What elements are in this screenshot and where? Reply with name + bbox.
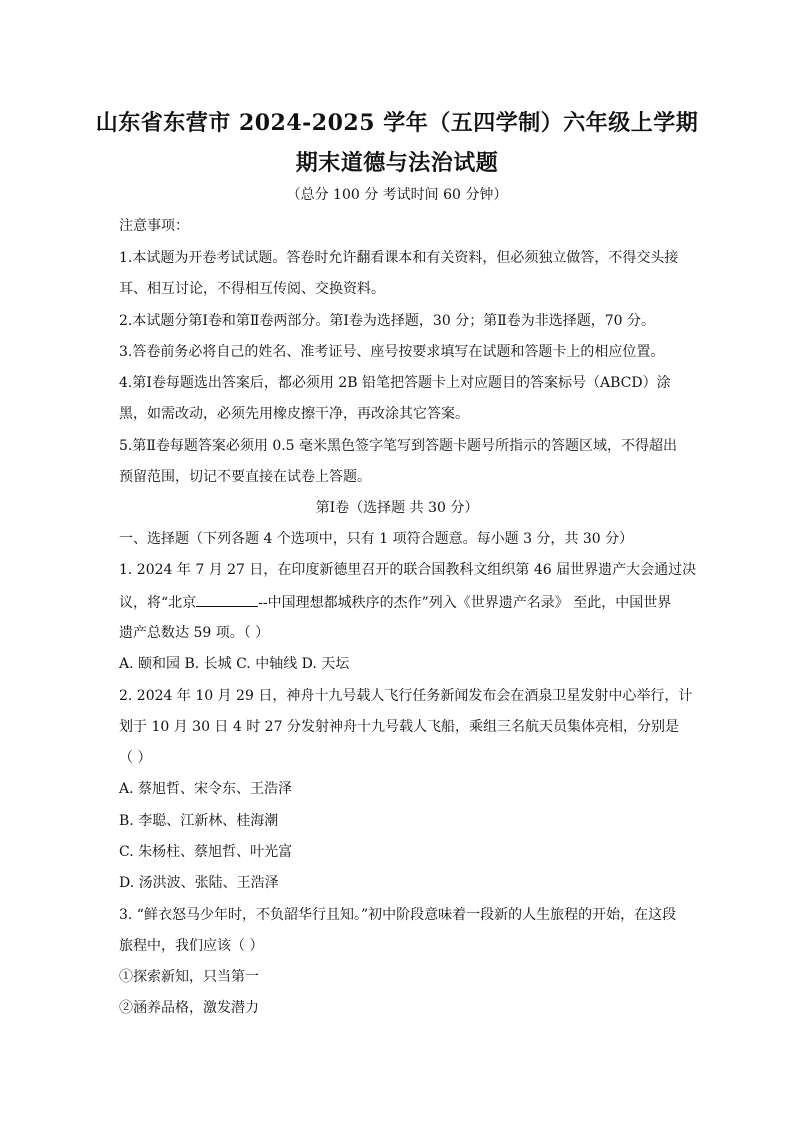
fill-in-blank: [196, 592, 258, 607]
question-1-line: [119, 592, 674, 613]
question-1-text: 议，将“北京: [119, 595, 197, 611]
question-1-text: --中国理想都城秩序的杰作”列入《世界遗产名录》 至此，中国世界: [258, 595, 672, 611]
question-3-line: 3. “鲜衣怒马少年时，不负韶华行且知。”初中阶段意味着一段新的人生旅程的开始，在这段: [119, 907, 677, 923]
notice-line: 黑，如需改动，必须先用橡皮擦干净，再改涂其它答案。: [119, 406, 469, 422]
question-1-line: 1. 2024 年 7 月 27 日，在印度新德里召开的联合国教科文组织第 46 届世界遗产大会通过决: [119, 562, 697, 578]
question-2-line: （ ）: [119, 750, 152, 766]
notice-line: 4.第Ⅰ卷每题选出答案后，都必须用 2B 铅笔把答题卡上对应题目的答案标号（ABCD）涂: [119, 375, 671, 391]
exam-title-line2: 期末道德与法治试题: [295, 150, 499, 176]
question-3-item: ①探索新知，只当第一: [119, 969, 259, 985]
question-1-options: A. 颐和园 B. 长城 C. 中轴线 D. 天坛: [119, 656, 350, 672]
question-2-option: A. 蔡旭哲、宋令东、王浩泽: [119, 781, 293, 797]
notice-line: 耳、相互讨论，不得相互传阅、交换资料。: [119, 281, 385, 297]
notice-line: 2.本试题分第Ⅰ卷和第Ⅱ卷两部分。第Ⅰ卷为选择题，30 分；第Ⅱ卷为非选择题，70 分。: [119, 313, 655, 329]
section-heading: 第Ⅰ卷（选择题 共 30 分）: [315, 500, 479, 516]
exam-title-line1: 山东省东营市 2024-2025 学年（五四学制）六年级上学期: [95, 110, 699, 136]
notice-line: 3.答卷前务必将自己的姓名、准考证号、座号按要求填写在试题和答题卡上的相应位置。: [119, 344, 665, 360]
question-2-option: C. 朱杨柱、蔡旭哲、叶光富: [119, 844, 293, 860]
question-2-option: B. 李聪、江新林、桂海潮: [119, 813, 279, 829]
question-1-line: 遗产总数达 59 项。（ ）: [119, 625, 270, 641]
notice-line: 1.本试题为开卷考试试题。答卷时允许翻看课本和有关资料，但必须独立做答，不得交头接: [119, 250, 679, 266]
question-2-line: 划于 10 月 30 日 4 时 27 分发射神舟十九号载人飞船，乘组三名航天员集体亮相，分别是: [119, 719, 679, 735]
part-heading: 一、选择题（下列各题 4 个选项中，只有 1 项符合题意。每小题 3 分，共 30 分）: [119, 531, 634, 547]
question-3-line: 旅程中，我们应该（ ）: [119, 938, 264, 954]
question-2-line: 2. 2024 年 10 月 29 日，神舟十九号载人飞行任务新闻发布会在酒泉卫星发射中心举行，计: [119, 688, 693, 704]
question-3-item: ②涵养品格，激发潜力: [119, 1000, 259, 1016]
notice-line: 5.第Ⅱ卷每题答案必须用 0.5 毫米黑色签字笔写到答题卡题号所指示的答题区域，不得超出: [119, 438, 678, 454]
question-2-option: D. 汤洪波、张陆、王浩泽: [119, 875, 279, 891]
exam-meta: （总分 100 分 考试时间 60 分钟）: [286, 187, 508, 203]
notice-heading: 注意事项：: [119, 218, 189, 234]
notice-line: 预留范围，切记不要直接在试卷上答题。: [119, 469, 371, 485]
